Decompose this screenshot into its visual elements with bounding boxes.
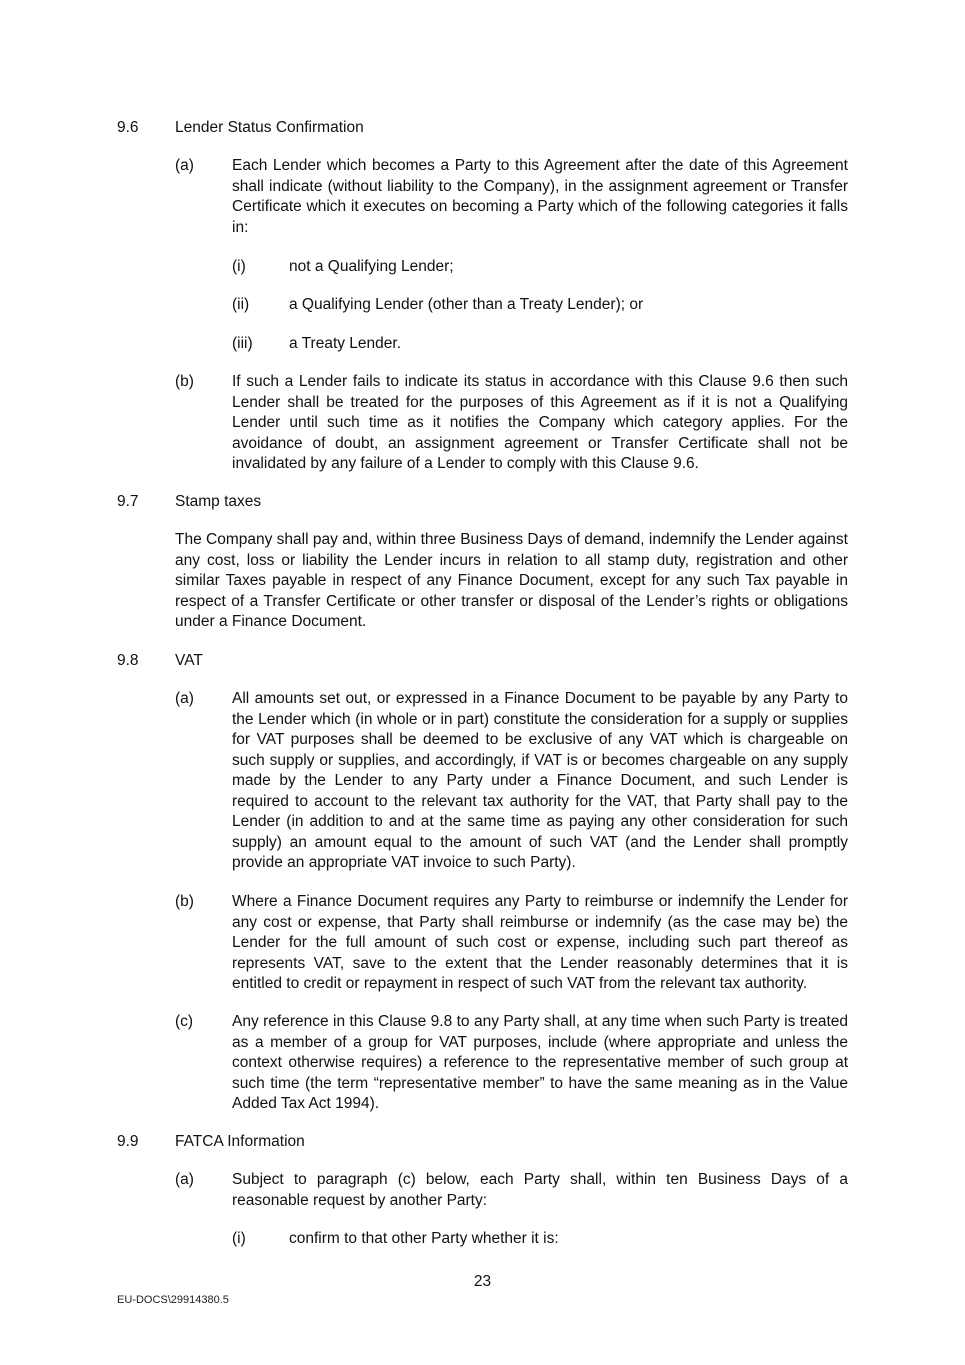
item-label: (i) <box>232 258 246 275</box>
section-9-9-heading <box>117 1132 305 1152</box>
section-9-6-heading <box>117 118 364 138</box>
item-text: Subject to paragraph (c) below, each Party shall, within ten Business Days of a reasonable request by another Party: <box>232 1171 848 1209</box>
section-number: 9.6 <box>117 119 139 136</box>
item-label: (b) <box>175 373 194 390</box>
clause-9-6-a <box>175 156 848 238</box>
clause-9-9-a-i <box>232 1229 559 1249</box>
section-9-7-heading <box>117 492 261 512</box>
clause-9-6-a-i <box>232 257 454 277</box>
item-label: (a) <box>175 1171 194 1188</box>
item-text: All amounts set out, or expressed in a Finance Document to be payable by any Party to the Lender which (in whole or in part) constitute the consideration for a supply or supplies for VAT purposes shall be deemed to be exclusive of any VAT which is chargeable on such supply or supplies, and accordingly, if VAT is or becomes chargeable on any supply made by the Lender to any Party under a Finance Document, and such Lender is required to account to the relevant tax authority for the VAT, that Party shall pay to the Lender (in addition to and at the same time as paying any other consideration for such supply) an amount equal to the amount of such VAT (and the Lender shall promptly provide an appropriate VAT invoice to such Party). <box>232 690 848 871</box>
section-title: Stamp taxes <box>175 493 262 510</box>
clause-9-9-a <box>175 1170 848 1211</box>
item-text: a Qualifying Lender (other than a Treaty Lender); or <box>289 296 644 313</box>
item-text: If such a Lender fails to indicate its status in accordance with this Clause 9.6 then such Lender shall be treated for the purposes of this Agreement as if it is not a Qualifying Lender until such time as it notifies the Company which category applies. For the avoidance of doubt, an assignment agreement or Transfer Certificate shall not be invalidated by any failure of a Lender to comply with this Clause 9.6. <box>232 373 848 472</box>
document-reference: EU-DOCS\29914380.5 <box>117 1294 229 1306</box>
clause-9-6-a-iii <box>232 334 401 354</box>
page-number: 23 <box>473 1273 492 1290</box>
item-label: (a) <box>175 157 194 174</box>
clause-9-8-c <box>175 1012 848 1115</box>
item-text: Where a Finance Document requires any Party to reimburse or indemnify the Lender for any cost or expense, that Party shall reimburse or indemnify (as the case may be) the Lender for the full amount of such cost or expense, including such part thereof as represents VAT, save to the extent that the Lender reasonably determines that it is entitled to credit or repayment in respect of such VAT from the relevant tax authority. <box>232 893 848 992</box>
item-label: (iii) <box>232 335 253 352</box>
item-label: (a) <box>175 690 194 707</box>
item-text: Each Lender which becomes a Party to this Agreement after the date of this Agreement shall indicate (without liability to the Company), in the assignment agreement or Transfer Certificate which it executes on becoming a Party which of the following categories it falls in: <box>232 157 848 236</box>
item-text: not a Qualifying Lender; <box>289 258 454 275</box>
section-number: 9.7 <box>117 493 139 510</box>
section-number: 9.9 <box>117 1133 139 1150</box>
item-label: (ii) <box>232 296 250 313</box>
section-title: Lender Status Confirmation <box>175 119 364 136</box>
item-label: (i) <box>232 1230 246 1247</box>
item-text: confirm to that other Party whether it is: <box>289 1230 559 1247</box>
clause-9-8-a <box>175 689 848 874</box>
section-9-8-heading <box>117 651 203 671</box>
section-number: 9.8 <box>117 652 139 669</box>
section-title: FATCA Information <box>175 1133 305 1150</box>
clause-9-7-text: The Company shall pay and, within three Business Days of demand, indemnify the Lender against any cost, loss or liability the Lender incurs in relation to all stamp duty, registration and other similar Taxes payable in respect of any Finance Document, except for any such Tax payable in respect of a Transfer Certificate or other transfer or disposal of the Lender’s rights or obligations under a Finance Document. <box>175 531 848 630</box>
item-text: a Treaty Lender. <box>289 335 402 352</box>
item-label: (b) <box>175 893 194 910</box>
clause-9-6-a-ii <box>232 295 643 315</box>
section-title: VAT <box>175 652 203 669</box>
clause-9-6-b <box>175 372 848 475</box>
clause-9-8-b <box>175 892 848 995</box>
item-label: (c) <box>175 1013 194 1030</box>
item-text: Any reference in this Clause 9.8 to any Party shall, at any time when such Party is treated as a member of a group for VAT purposes, include (where appropriate and unless the context otherwise requires) a reference to the representative member of such group at such time (the term “representative member” to have the same meaning as in the Value Added Tax Act 1994). <box>232 1013 848 1112</box>
